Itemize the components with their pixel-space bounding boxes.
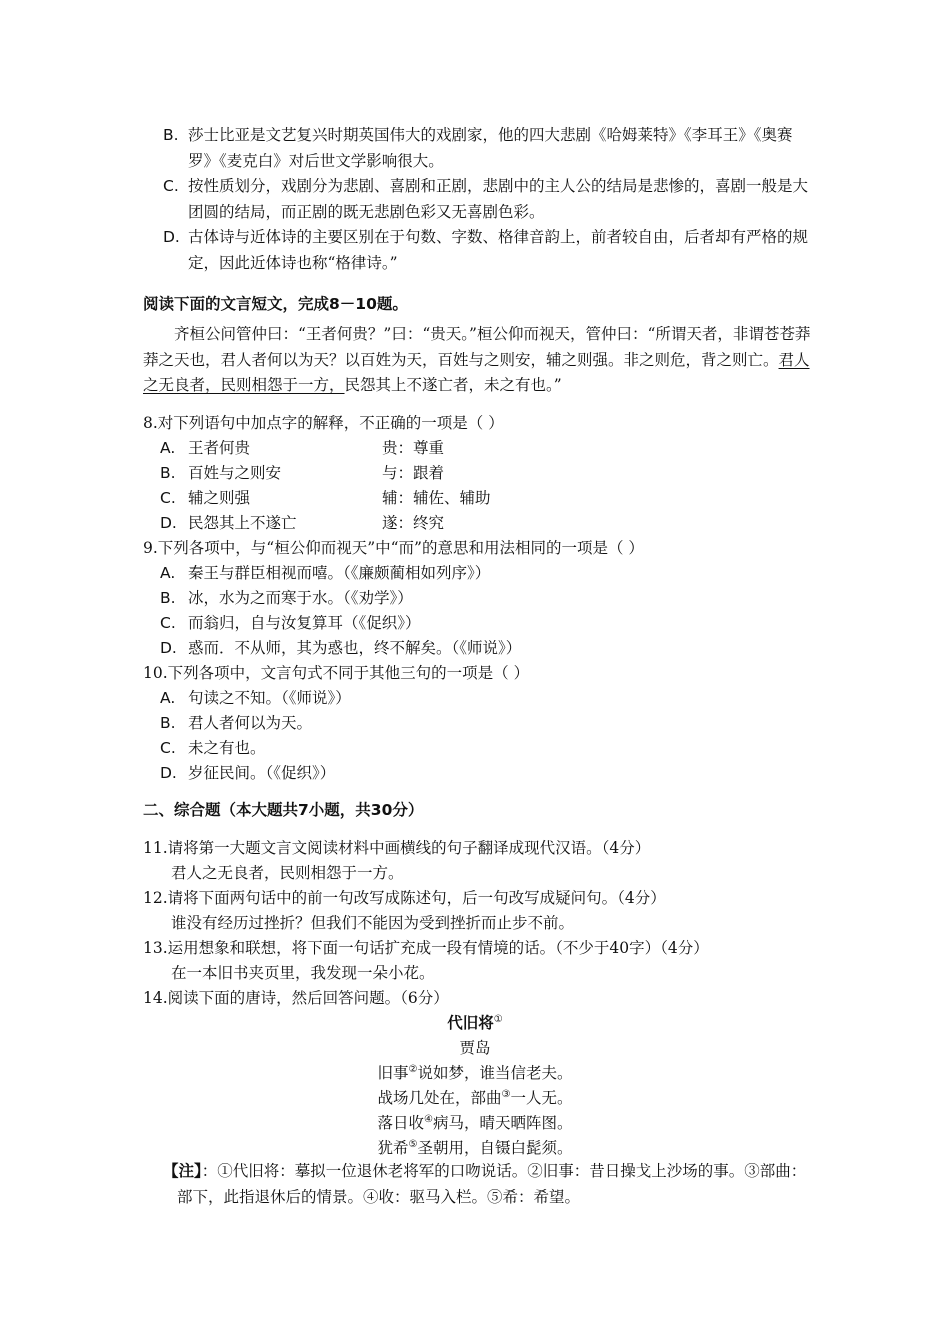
option-text: 莎士比亚是文艺复兴时期英国伟大的戏剧家，他的四大悲剧《哈姆莱特》《李耳王》《奥赛罗》《麦克白》对后世文学影响很大。	[188, 126, 793, 170]
poem-line	[0, 1086, 950, 1108]
q8-option-a	[160, 436, 445, 458]
reading-heading: 阅读下面的文言短文，完成8－10题。	[143, 295, 408, 313]
q12-stem: 12.请将下面两句话中的前一句改写成陈述句，后一句改写成疑问句。（4分）	[143, 889, 666, 907]
option-text: 君人者何以为天。	[188, 714, 313, 732]
option-label: C.	[160, 739, 176, 757]
poem-line	[0, 1111, 950, 1133]
option-text: 岁征民间。（《促织》）	[188, 764, 336, 782]
poem-line-part: 旧事	[377, 1064, 409, 1082]
option-label: D.	[163, 228, 180, 246]
q9-option-a	[160, 561, 490, 583]
q8-stem: 8.对下列语句中加点字的解释，不正确的一项是（ ）	[143, 414, 504, 432]
poem-line	[0, 1136, 950, 1158]
option-text: 按性质划分，戏剧分为悲剧、喜剧和正剧，悲剧中的主人公的结局是悲惨的，喜剧一般是大团圆的结局，而正剧的既无悲剧色彩又无喜剧色彩。	[188, 177, 809, 221]
option-text: 辅之则强	[188, 489, 251, 507]
q10-option-d	[160, 761, 335, 783]
option-label: C.	[163, 177, 179, 195]
q7-option-d	[163, 225, 813, 276]
note-label: 【注】	[163, 1162, 202, 1180]
poem-line	[0, 1061, 950, 1083]
q9-option-b	[160, 586, 413, 608]
option-text: 秦王与群臣相视而嘻。（《廉颇蔺相如列序》）	[188, 564, 491, 582]
option-text: 王者何贵	[188, 439, 251, 457]
option-label: B.	[160, 714, 176, 732]
reading-passage	[143, 322, 813, 399]
poem-line-part: 一人无。	[510, 1089, 573, 1107]
poem-line-part: 犹希	[377, 1139, 409, 1157]
option-text: 惑而．不从师，其为惑也，终不解矣。（《师说》）	[188, 639, 522, 657]
poem-line-part: 病马，晴天晒阵图。	[432, 1114, 573, 1132]
option-gloss: 与：跟着	[382, 464, 445, 482]
option-text: 未之有也。	[188, 739, 266, 757]
option-label: D.	[160, 764, 177, 782]
underlined-sentence: 君人之无良者，民则相怨于一方，	[143, 350, 810, 394]
option-label: D.	[160, 639, 177, 657]
q13-stem: 13.运用想象和联想，将下面一句话扩充成一段有情境的话。（不少于40字）（4分）	[143, 939, 709, 957]
q8-option-b	[160, 461, 445, 483]
poem-line-part: 圣朝用，自镊白髭须。	[417, 1139, 573, 1157]
option-label: B.	[163, 126, 179, 144]
option-gloss: 贵：尊重	[382, 439, 445, 457]
option-label: A.	[160, 439, 176, 457]
q13-sentence: 在一本旧书夹页里，我发现一朵小花。	[171, 964, 435, 982]
poem-note-mark: ③	[501, 1088, 511, 1100]
option-gloss: 遂：终究	[382, 514, 445, 532]
option-gloss: 辅：辅佐、辅助	[382, 489, 491, 507]
poem-note-mark: ④	[424, 1113, 433, 1125]
option-text: 古体诗与近体诗的主要区别在于句数、字数、格律音韵上，前者较自由，后者却有严格的规定，因此近体诗也称“格律诗。”	[188, 228, 809, 272]
poem-author: 贾岛	[459, 1039, 491, 1057]
q10-stem: 10.下列各项中，文言句式不同于其他三句的一项是（ ）	[143, 664, 530, 682]
poem-note-mark: ⑤	[408, 1138, 418, 1150]
option-label: C.	[160, 489, 176, 507]
q10-option-b	[160, 711, 312, 733]
option-label: A.	[160, 564, 176, 582]
passage-text: 齐桓公问管仲曰：“王者何贵？”曰：“贵天。”桓公仰而视天，管仲曰：“所谓天者，非谓苍苍莽莽之天也，君人者何以为天？以百姓为天，百姓与之则安，辅之则强。非之则危，背之则亡。	[143, 325, 811, 369]
poem-note-mark: ②	[408, 1063, 418, 1075]
q11-sentence: 君人之无良者，民则相怨于一方。	[171, 864, 404, 882]
option-label: B.	[160, 464, 176, 482]
q10-option-a	[160, 686, 351, 708]
option-label: D.	[160, 514, 177, 532]
q8-option-c	[160, 486, 491, 508]
option-label: C.	[160, 614, 176, 632]
option-label: A.	[160, 689, 176, 707]
poem-title-text: 代旧将	[447, 1014, 494, 1032]
q7-option-b	[163, 123, 813, 174]
q9-stem: 9.下列各项中，与“桓公仰而视天”中“而”的意思和用法相同的一项是（ ）	[143, 539, 644, 557]
q9-option-d	[160, 636, 521, 658]
q12-sentence: 谁没有经历过挫折？但我们不能因为受到挫折而止步不前。	[171, 914, 575, 932]
poem-line-part: 战场几处在，部曲	[377, 1089, 502, 1107]
q10-option-c	[160, 736, 266, 758]
option-text: 句读之不知。（《师说》）	[188, 689, 351, 707]
option-text: 百姓与之则安	[188, 464, 282, 482]
passage-end: 民怨其上不遂亡者，未之有也。”	[344, 376, 562, 394]
q7-option-c	[163, 174, 813, 225]
poem-line-part: 说如梦，谁当信老夫。	[417, 1064, 573, 1082]
option-text: 而翁归，自与汝复算耳（《促织》）	[188, 614, 421, 632]
option-label: B.	[160, 589, 176, 607]
poem-title-mark: ①	[493, 1013, 503, 1025]
note-text: ：①代旧将：摹拟一位退休老将军的口吻说话。②旧事：昔日操戈上沙场的事。③部曲：部下，此指退休后的情景。④收：驱马入栏。⑤希：希望。	[177, 1162, 807, 1206]
poem-notes	[163, 1159, 813, 1210]
poem-line-part: 落日收	[377, 1114, 425, 1132]
option-text: 冰，水为之而寒于水。（《劝学》）	[188, 589, 413, 607]
option-text: 民怨其上不遂亡	[188, 514, 297, 532]
q11-stem: 11.请将第一大题文言文阅读材料中画横线的句子翻译成现代汉语。（4分）	[143, 839, 651, 857]
poem-title	[0, 1011, 950, 1033]
section2-heading: 二、综合题（本大题共7小题，共30分）	[143, 801, 424, 819]
q8-option-d	[160, 511, 445, 533]
q14-stem: 14.阅读下面的唐诗，然后回答问题。（6分）	[143, 989, 449, 1007]
q9-option-c	[160, 611, 421, 633]
